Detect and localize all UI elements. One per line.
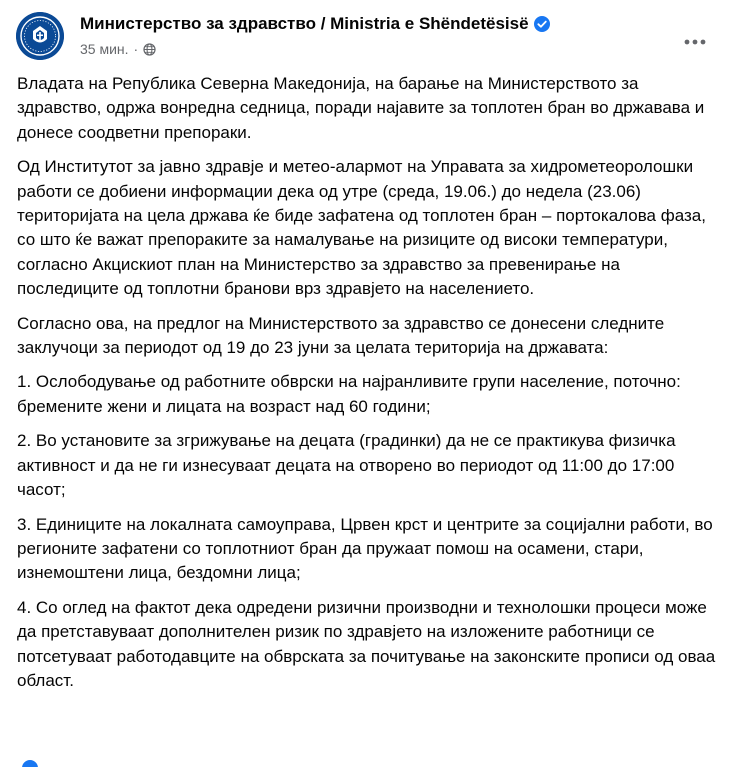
verified-badge-icon (534, 16, 550, 32)
post-list-item: 2. Во установите за згрижување на децата (градинки) да не се практикува физичка активност и да не ги изнесуваат децата на отворено во периодот од 11:00 до 17:00 часот; (17, 431, 676, 500)
post-header (16, 12, 721, 62)
post-paragraph: Од Институтот за јавно здравје и метео-алармот на Управата за хидрометеоролошки работи се добиени информации дека од утре (среда, 19.06.) до недела (23.06) територијата на цела држава ќе биде зафатена од топлотен бран – портокалова фаза, со што ќе важат препораките за намалување на ризиците од високи температури, согласно Акцискиот план на Министерство за здравство за превенирање на последиците од топлотни бранови врз здравјето на населението. (17, 157, 706, 299)
post-timestamp[interactable]: 35 мин. (80, 41, 129, 57)
post-list-item: 3. Единиците на локалната самоуправа, Црвен крст и центрите за социјални работи, во регионите зафатени со топлотниот бран да пружаат помош на осамени, стари, изнемоштени лица, бездомни лица; (17, 514, 713, 583)
more-options-button[interactable] (677, 24, 713, 60)
page-avatar[interactable] (16, 12, 64, 60)
post-list-item: 1. Ослободување од работните обврски на најранливите групи население, поточно: бремените жени и лицата на возраст над 60 години; (17, 372, 681, 416)
author-name[interactable]: Министерство за здравство / Ministria e Shëndetësisë (80, 14, 529, 33)
meta-separator: · (133, 41, 139, 57)
post-meta (80, 38, 640, 60)
post-paragraph: Согласно ова, на предлог на Министерството за здравство се донесени следните заклучоци за периодот од 19 до 23 јуни за целата територија на државата: (17, 313, 665, 358)
post-list-item: 4. Со оглед на фактот дека одредени ризични производни и технолошки процеси може да претставуваат дополнителен ризик по здравјето на изложените работници се потсетуваат работодавците на обврската за почитување на законските прописи од оваа област. (17, 597, 716, 690)
reaction-icon[interactable] (22, 760, 38, 767)
post-body (17, 72, 723, 703)
author-line (80, 13, 640, 35)
more-options-icon (684, 39, 706, 45)
ministry-emblem-icon (16, 12, 64, 60)
post-paragraph: Владата на Република Северна Македонија, на барање на Министерството за здравство, одржа вонредна седница, поради најавите за топлотен бран во државава и донесе соодветни препораки. (17, 74, 705, 142)
globe-icon[interactable] (143, 43, 156, 56)
author-block (80, 13, 640, 60)
